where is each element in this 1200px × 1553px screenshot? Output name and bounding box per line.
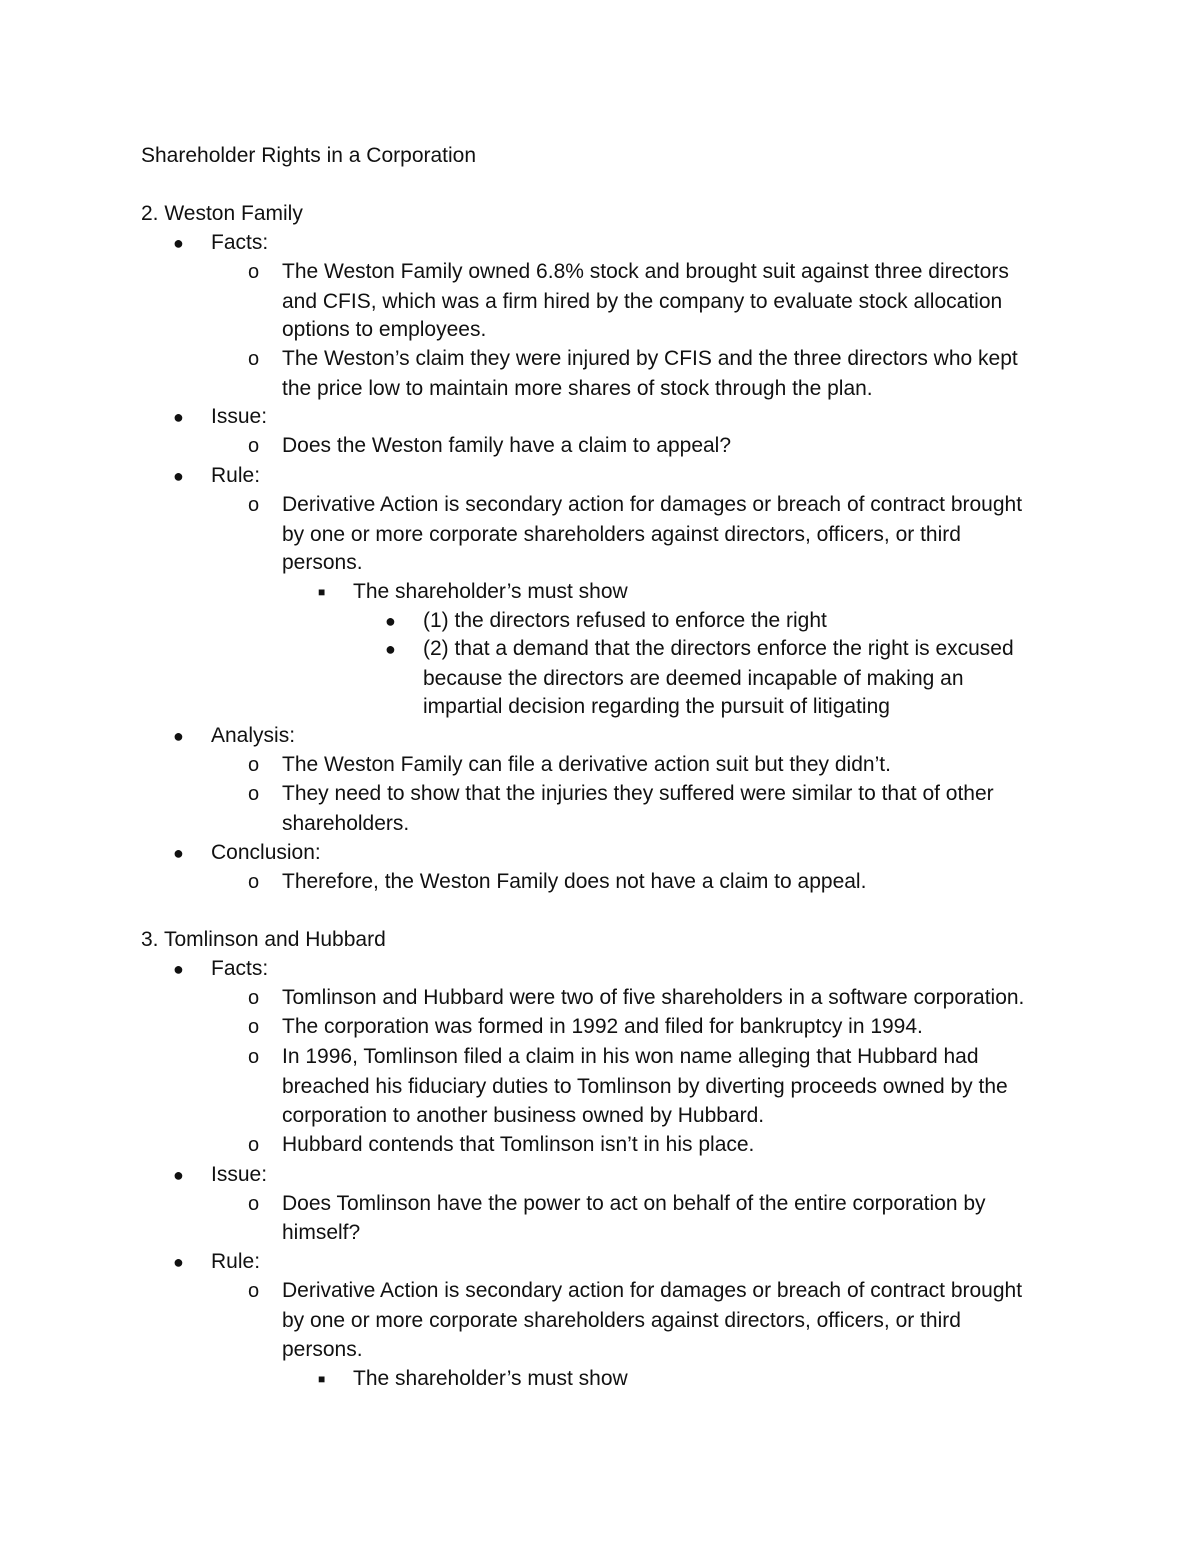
circle-bullet-icon: o [248, 348, 260, 370]
circle-bullet-icon: o [248, 783, 260, 805]
facts-label: Facts: [211, 957, 269, 980]
facts-text-line: The Weston’s claim they were injured by CFIS and the three directors who kept [282, 347, 1018, 370]
square-bullet-icon: ■ [318, 1372, 326, 1386]
circle-bullet-icon: o [248, 435, 260, 457]
circle-bullet-icon: o [248, 1046, 260, 1068]
facts-text-line: Hubbard contends that Tomlinson isn’t in his place. [282, 1133, 755, 1156]
facts-text-line: breached his fiduciary duties to Tomlinson by diverting proceeds owned by the [282, 1075, 1008, 1098]
facts-text-line: The Weston Family owned 6.8% stock and brought suit against three directors [282, 260, 1009, 283]
circle-bullet-icon: o [248, 261, 260, 283]
facts-text-line: options to employees. [282, 318, 487, 341]
bullet-icon: ● [173, 959, 184, 979]
issue-text-line: Does the Weston family have a claim to appeal? [282, 434, 732, 457]
bullet-icon: ● [385, 639, 396, 659]
bullet-icon: ● [173, 1252, 184, 1272]
analysis-label: Analysis: [211, 724, 296, 747]
facts-text-line: corporation to another business owned by Hubbard. [282, 1104, 765, 1127]
bullet-icon: ● [173, 1165, 184, 1185]
bullet-icon: ● [173, 407, 184, 427]
facts-text-line: In 1996, Tomlinson filed a claim in his won name alleging that Hubbard had [282, 1045, 979, 1068]
issue-text-line: himself? [282, 1221, 361, 1244]
rule-text-line: by one or more corporate shareholders against directors, officers, or third [282, 1309, 961, 1332]
bullet-icon: ● [173, 233, 184, 253]
rule-text-line: persons. [282, 551, 363, 574]
analysis-text-line: The Weston Family can file a derivative action suit but they didn’t. [282, 753, 891, 776]
document-title: Shareholder Rights in a Corporation [141, 144, 477, 167]
rule-label: Rule: [211, 1250, 261, 1273]
rule-sub-item: (2) that a demand that the directors enforce the right is excused [423, 637, 1014, 660]
facts-text-line: the price low to maintain more shares of stock through the plan. [282, 377, 873, 400]
bullet-icon: ● [385, 611, 396, 631]
section-heading-weston: 2. Weston Family [141, 202, 303, 225]
rule-text-line: persons. [282, 1338, 363, 1361]
circle-bullet-icon: o [248, 494, 260, 516]
bullet-icon: ● [173, 466, 184, 486]
circle-bullet-icon: o [248, 1016, 260, 1038]
section-heading-tomlinson: 3. Tomlinson and Hubbard [141, 928, 386, 951]
rule-label: Rule: [211, 464, 261, 487]
rule-sub-item: impartial decision regarding the pursuit of litigating [423, 695, 890, 718]
circle-bullet-icon: o [248, 1193, 260, 1215]
rule-text-line: by one or more corporate shareholders against directors, officers, or third [282, 523, 961, 546]
issue-text-line: Does Tomlinson have the power to act on behalf of the entire corporation by [282, 1192, 986, 1215]
analysis-text-line: shareholders. [282, 812, 410, 835]
circle-bullet-icon: o [248, 871, 260, 893]
facts-label: Facts: [211, 231, 269, 254]
facts-text-line: The corporation was formed in 1992 and filed for bankruptcy in 1994. [282, 1015, 923, 1038]
issue-label: Issue: [211, 405, 268, 428]
rule-sub-text: The shareholder’s must show [353, 580, 628, 603]
conclusion-label: Conclusion: [211, 841, 321, 864]
square-bullet-icon: ■ [318, 585, 326, 599]
rule-text-line: Derivative Action is secondary action for damages or breach of contract brought [282, 1279, 1023, 1302]
issue-label: Issue: [211, 1163, 268, 1186]
rule-text-line: Derivative Action is secondary action for damages or breach of contract brought [282, 493, 1023, 516]
circle-bullet-icon: o [248, 754, 260, 776]
bullet-icon: ● [173, 726, 184, 746]
rule-sub-item: (1) the directors refused to enforce the right [423, 609, 827, 632]
circle-bullet-icon: o [248, 1280, 260, 1302]
circle-bullet-icon: o [248, 1134, 260, 1156]
facts-text-line: Tomlinson and Hubbard were two of five shareholders in a software corporation. [282, 986, 1025, 1009]
rule-sub-item: because the directors are deemed incapable of making an [423, 667, 964, 690]
bullet-icon: ● [173, 843, 184, 863]
analysis-text-line: They need to show that the injuries they suffered were similar to that of other [282, 782, 994, 805]
conclusion-text-line: Therefore, the Weston Family does not have a claim to appeal. [282, 870, 867, 893]
rule-sub-text: The shareholder’s must show [353, 1367, 628, 1390]
circle-bullet-icon: o [248, 987, 260, 1009]
facts-text-line: and CFIS, which was a firm hired by the company to evaluate stock allocation [282, 290, 1003, 313]
